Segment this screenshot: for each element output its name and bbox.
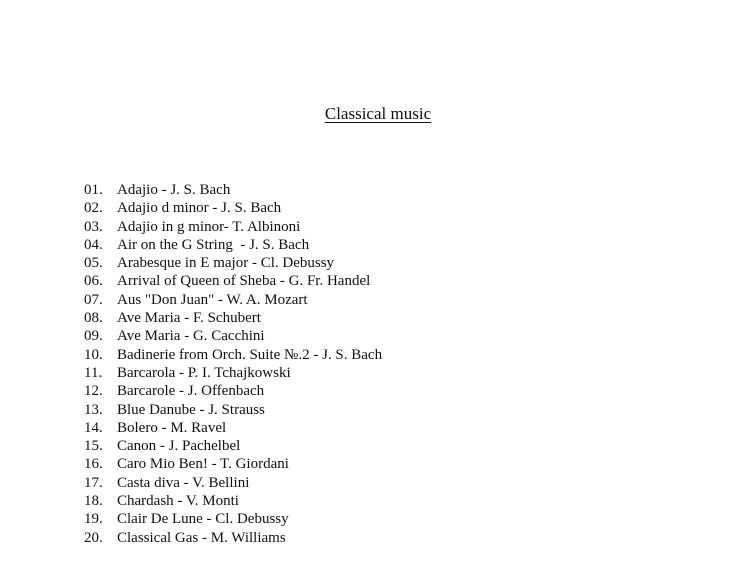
track-number: 02. [84, 200, 103, 217]
list-item [84, 254, 382, 272]
list-item [84, 218, 382, 236]
track-title: Adajio in g minor- T. Albinoni [117, 218, 301, 235]
list-item [84, 309, 382, 327]
list-item [84, 272, 382, 290]
track-title: Bolero - M. Ravel [117, 419, 227, 436]
list-item [84, 346, 382, 364]
track-number: 16. [84, 456, 103, 473]
list-item [84, 419, 382, 437]
track-number: 15. [84, 438, 103, 455]
track-title: Barcarole - J. Offenbach [117, 383, 265, 400]
list-item [84, 291, 382, 309]
list-item [84, 474, 382, 492]
track-title: Classical Gas - M. Williams [117, 529, 286, 546]
track-number: 09. [84, 328, 103, 345]
track-title: Arabesque in E major - Cl. Debussy [117, 255, 335, 272]
track-number: 20. [84, 529, 103, 546]
list-item [84, 401, 382, 419]
track-number: 17. [84, 474, 103, 491]
track-number: 04. [84, 236, 103, 253]
track-title: Badinerie from Orch. Suite №.2 - J. S. Bach [117, 346, 383, 363]
track-number: 19. [84, 511, 103, 528]
track-title: Blue Danube - J. Strauss [117, 401, 265, 418]
track-title: Caro Mio Ben! - T. Giordani [117, 456, 289, 473]
track-number: 12. [84, 383, 103, 400]
list-item [84, 437, 382, 455]
track-title: Canon - J. Pachelbel [117, 438, 241, 455]
track-list [84, 181, 382, 547]
track-title: Aus "Don Juan" - W. A. Mozart [117, 291, 308, 308]
track-title: Adajio d minor - J. S. Bach [117, 200, 282, 217]
track-title: Casta diva - V. Bellini [117, 474, 250, 491]
track-number: 13. [84, 401, 103, 418]
list-item [84, 364, 382, 382]
track-number: 11. [84, 364, 103, 381]
track-number: 08. [84, 310, 103, 327]
list-item [84, 492, 382, 510]
track-title: Arrival of Queen of Sheba - G. Fr. Handel [117, 273, 371, 290]
track-number: 07. [84, 291, 103, 308]
track-number: 01. [84, 182, 103, 198]
track-number: 05. [84, 255, 103, 272]
track-title: Ave Maria - F. Schubert [117, 310, 261, 327]
track-number: 06. [84, 273, 103, 290]
track-title: Chardash - V. Monti [117, 493, 239, 510]
track-number: 03. [84, 218, 103, 235]
track-number: 10. [84, 346, 103, 363]
list-item [84, 199, 382, 217]
track-title: Barcarola - P. I. Tchajkowski [117, 364, 291, 381]
list-item [84, 382, 382, 400]
track-number: 18. [84, 493, 103, 510]
list-item [84, 510, 382, 528]
track-number: 14. [84, 419, 103, 436]
list-item [84, 327, 382, 345]
document-title: Classical music [324, 104, 432, 123]
list-item [84, 181, 382, 199]
list-item [84, 455, 382, 473]
track-title: Clair De Lune - Cl. Debussy [117, 511, 289, 528]
track-title: Air on the G String - J. S. Bach [117, 236, 310, 253]
track-title: Adajio - J. S. Bach [117, 182, 231, 198]
list-item [84, 236, 382, 254]
track-title: Ave Maria - G. Cacchini [117, 328, 265, 345]
list-item [84, 529, 382, 547]
